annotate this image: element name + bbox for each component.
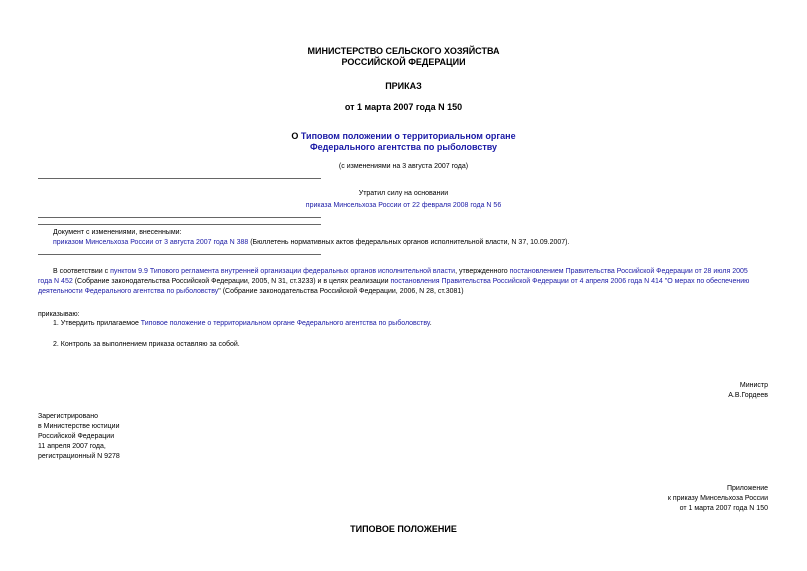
preamble-text: , утвержденного [455, 268, 510, 275]
title-link-cont[interactable]: Федерального агентства по рыболовству [309, 142, 498, 152]
divider [38, 224, 321, 225]
document-title-line2 [0, 142, 807, 153]
registration-line2: в Министерстве юстиции [38, 423, 120, 430]
appendix-heading: ТИПОВОЕ ПОЛОЖЕНИЕ [350, 524, 457, 534]
preamble-text: В соответствии с [53, 268, 111, 275]
document-title-line1 [0, 131, 807, 142]
preamble-line1 [53, 267, 748, 277]
ministry-name-line1: МИНИСТЕРСТВО СЕЛЬСКОГО ХОЗЯЙСТВА [307, 46, 500, 56]
resolution-414-link[interactable]: постановления Правительства Российской Федерации от 4 апреля 2006 года N 414 "О мерах по обеспечению [390, 278, 750, 285]
title-link[interactable]: Типовом положении о территориальном органе [300, 131, 516, 141]
registration-line5: регистрационный N 9278 [38, 453, 120, 460]
order-item-1 [53, 319, 432, 329]
amendments-note: (с изменениями на 3 августа 2007 года) [338, 163, 469, 170]
regulation-link[interactable]: пунктом 9.9 Типового регламента внутренней организации федеральных органов исполнительной власти [110, 268, 456, 275]
preamble-line3 [38, 287, 464, 297]
signature-position: Министр [739, 382, 768, 389]
amendment-link[interactable]: приказом Минсельхоза России от 3 августа 2007 года N 388 [53, 239, 249, 246]
order-item-2: 2. Контроль за выполнением приказа оставляю за собой. [53, 341, 240, 348]
amendments-intro: Документ с изменениями, внесенными: [53, 229, 182, 236]
registration-line1: Зарегистрировано [38, 413, 98, 420]
appendix-line2: к приказу Минсельхоза России [667, 495, 768, 502]
order-word: приказываю: [38, 311, 80, 318]
lost-force-label: Утратил силу на основании [358, 190, 449, 197]
resolution-414-link-cont[interactable]: деятельности Федерального агентства по рыболовству [38, 288, 219, 295]
document-date-number: от 1 марта 2007 года N 150 [344, 102, 463, 112]
registration-line3: Российской Федерации [38, 433, 115, 440]
appendix-line1: Приложение [726, 485, 768, 492]
amendments-line [53, 238, 569, 248]
appendix-line3: от 1 марта 2007 года N 150 [679, 505, 768, 512]
preamble-line2 [38, 277, 749, 287]
resolution-452-link[interactable]: постановлением Правительства Российской Федерации от 28 июля 2005 [509, 268, 748, 275]
preamble-text: (Собрание законодательства Российской Федерации, 2005, N 31, ст.3233) и в целях реализации [72, 278, 391, 285]
typical-regulation-link[interactable]: Типовое положение о территориальном органе Федерального агентства по рыболовству [140, 320, 430, 327]
ministry-name-line2: РОССИЙСКОЙ ФЕДЕРАЦИИ [341, 57, 466, 67]
lost-force-link[interactable]: приказа Минсельхоза России от 22 февраля 2008 года N 56 [305, 202, 502, 209]
amendment-source: (Бюллетень нормативных актов федеральных органов исполнительной власти, N 37, 10.09.2007). [248, 239, 570, 246]
registration-line4: 11 апреля 2007 года, [38, 443, 106, 450]
divider [38, 254, 321, 255]
lost-force-link-line [0, 201, 807, 211]
signature-name: А.В.Гордеев [728, 392, 768, 399]
divider [38, 217, 321, 218]
preamble-text: " (Собрание законодательства Российской Федерации, 2006, N 28, ст.3081) [218, 288, 464, 295]
resolution-452-link-cont[interactable]: года N 452 [38, 278, 73, 285]
title-prefix: О [291, 131, 301, 141]
document-type: ПРИКАЗ [385, 81, 422, 91]
divider [38, 178, 321, 179]
order-item-text: 1. Утвердить прилагаемое [53, 320, 141, 327]
order-item-text: . [429, 320, 432, 327]
